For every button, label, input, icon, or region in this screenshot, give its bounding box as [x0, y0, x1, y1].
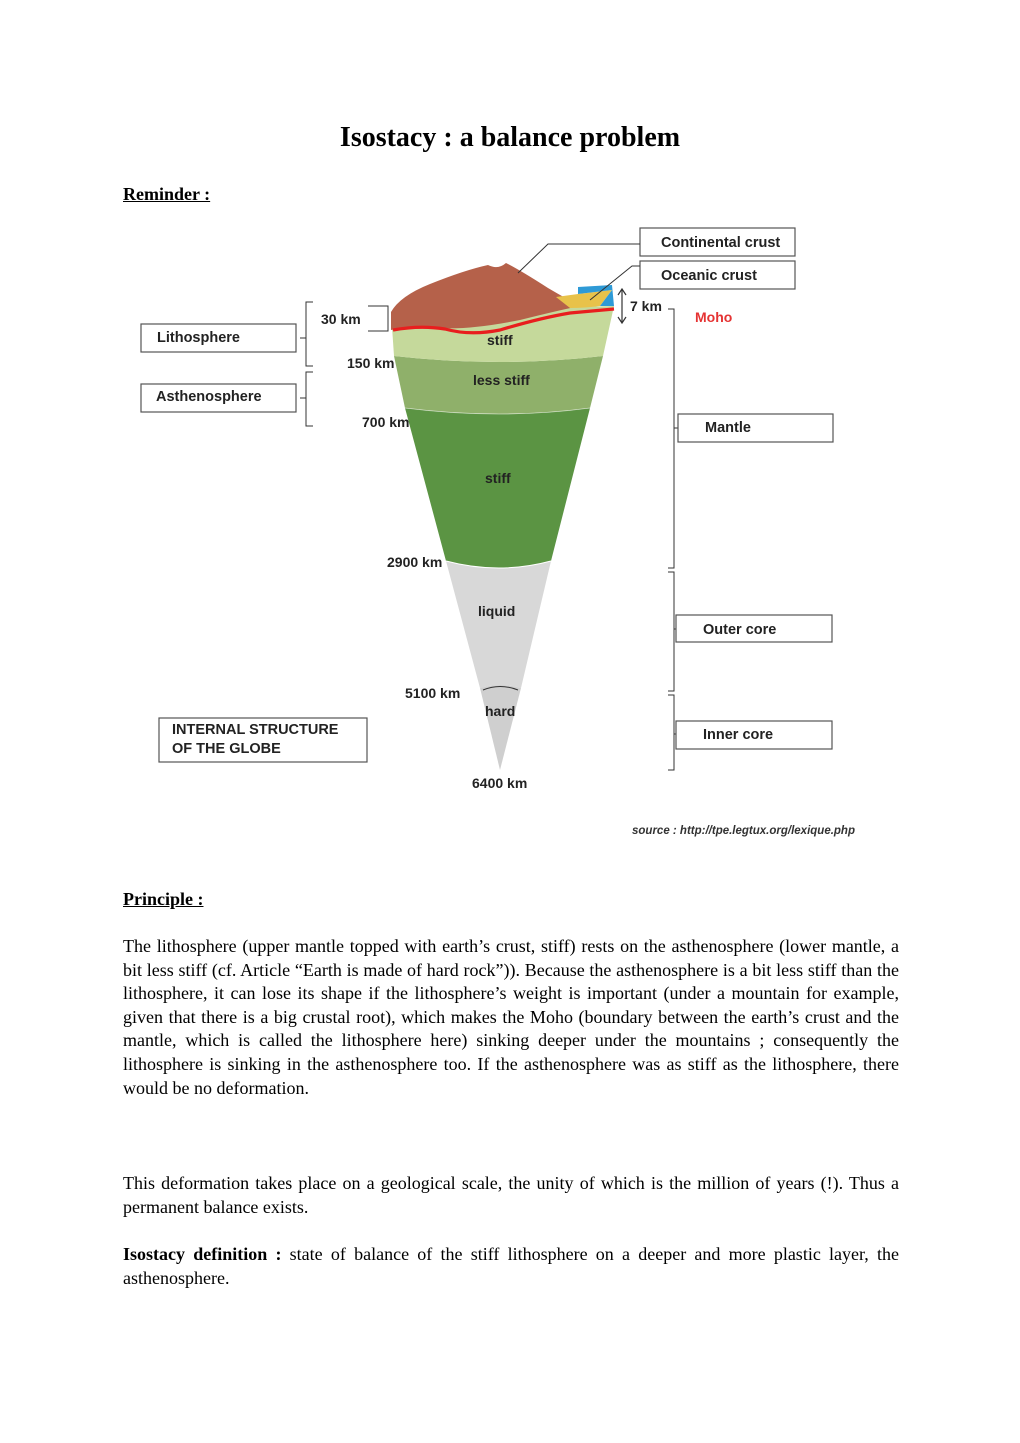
depth-150km: 150 km — [347, 355, 395, 371]
inner-core-label: Inner core — [703, 727, 774, 743]
caption-line-2: OF THE GLOBE — [172, 741, 281, 757]
lower-mantle-layer — [405, 408, 590, 568]
inner-core-layer — [480, 685, 521, 770]
moho-label: Moho — [695, 309, 733, 325]
depth-7km: 7 km — [630, 298, 662, 314]
depth-6400km: 6400 km — [472, 775, 528, 791]
lithosphere-label: Lithosphere — [157, 330, 240, 346]
continental-crust-label: Continental crust — [661, 235, 781, 251]
depth-700km: 700 km — [362, 414, 410, 430]
definition-term: Isostacy definition : — [123, 1244, 282, 1264]
layer-label-stiff-mid: stiff — [485, 470, 511, 486]
reminder-heading: Reminder : — [123, 184, 211, 204]
figure-source: source : http://tpe.legtux.org/lexique.php — [632, 825, 855, 837]
deformation-paragraph: This deformation takes place on a geological scale, the unity of which is the million of years (!). Thus a permanent balance exists. — [123, 1173, 899, 1217]
principle-paragraph: The lithosphere (upper mantle topped with earth’s crust, stiff) rests on the asthenosphere (lower mantle, a bit less stiff (cf. Article “Earth is made of hard rock”)). Because the asthenosphere is a bit less stiff than the lithosphere, it can lose its shape if the lithosphere’s weight is important (under a mountain for example, given that there is a big crustal root), which makes the Moho (boundary between the earth’s crust and the mantle, which is called the lithosphere here) sinking deeper under the mountains ; consequently the lithosphere is sinking in the asthenosphere too. If the asthenosphere was as stiff as the lithosphere, there would be no deformation. — [123, 936, 899, 1098]
layer-label-hard: hard — [485, 703, 516, 719]
depth-30km: 30 km — [321, 311, 361, 327]
outer-core-label: Outer core — [703, 622, 777, 638]
asthenosphere-label: Asthenosphere — [156, 389, 262, 405]
outer-core-layer — [446, 561, 551, 688]
isostacy-definition — [123, 1243, 899, 1290]
layer-label-stiff-top: stiff — [487, 332, 513, 348]
oceanic-crust-label: Oceanic crust — [661, 268, 757, 284]
caption-line-1: INTERNAL STRUCTURE — [172, 722, 339, 738]
page-title: Isostacy : a balance problem — [339, 122, 681, 153]
depth-5100km: 5100 km — [405, 685, 461, 701]
layer-label-less-stiff: less stiff — [473, 372, 530, 388]
mantle-label: Mantle — [705, 420, 751, 436]
definition-text: state of balance of the stiff lithosphere on a deeper and more plastic layer, the asthenosphere. — [123, 1244, 899, 1288]
depth-2900km: 2900 km — [387, 554, 443, 570]
mantle-box — [678, 414, 833, 442]
principle-heading: Principle : — [123, 889, 204, 909]
layer-label-liquid: liquid — [478, 603, 516, 619]
